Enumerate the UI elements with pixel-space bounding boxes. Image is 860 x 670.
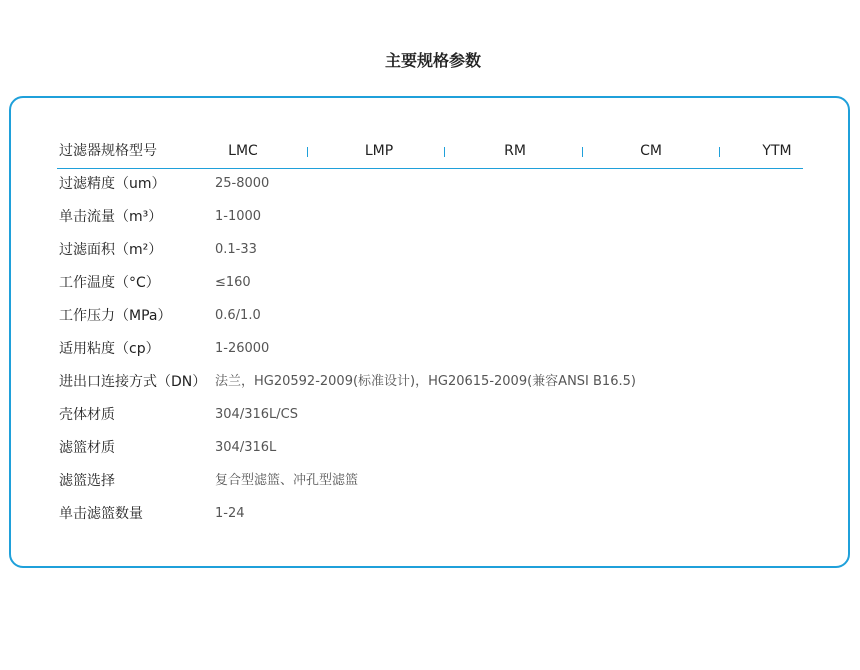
- page-title: 主要规格参数: [384, 51, 481, 70]
- spec-row-viscosity: [57, 338, 817, 360]
- spec-label: 滤篮材质: [59, 440, 115, 456]
- spec-value: 1-24: [215, 506, 245, 521]
- model-column-ytm: YTM: [762, 143, 792, 159]
- spec-row-basket-material: [57, 437, 817, 459]
- spec-value: 0.6/1.0: [215, 308, 261, 323]
- spec-label: 单击流量（m³）: [59, 209, 163, 225]
- spec-value: 0.1-33: [215, 242, 257, 257]
- spec-value: 304/316L/CS: [215, 407, 298, 422]
- spec-row-shell-material: [57, 404, 817, 426]
- spec-label: 壳体材质: [59, 407, 115, 423]
- spec-row-filter-precision: [57, 173, 817, 195]
- spec-value: 法兰，HG20592-2009(标准设计)，HG20615-2009(兼容ANSI B16.5): [215, 374, 636, 389]
- spec-label: 过滤精度（um）: [59, 176, 166, 192]
- spec-row-filter-area: [57, 239, 817, 261]
- spec-row-connection: [57, 371, 817, 393]
- model-column-rm: RM: [504, 143, 526, 159]
- spec-value: 304/316L: [215, 440, 277, 455]
- spec-value: 复合型滤篮、冲孔型滤篮: [215, 473, 359, 488]
- spec-label: 工作温度（°C）: [59, 275, 160, 291]
- spec-table-card: [9, 96, 850, 568]
- spec-label: 工作压力（MPa）: [59, 308, 172, 324]
- spec-row-pressure: [57, 305, 817, 327]
- spec-value: 25-8000: [215, 176, 270, 191]
- column-separator: [444, 147, 445, 157]
- spec-label: 过滤面积（m²）: [59, 242, 163, 258]
- spec-row-temperature: [57, 272, 817, 294]
- model-column-cm: CM: [640, 143, 662, 159]
- spec-value: ≤160: [215, 275, 251, 290]
- model-column-lmc: LMC: [228, 143, 258, 159]
- spec-row-flow-rate: [57, 206, 817, 228]
- column-separator: [307, 147, 308, 157]
- spec-label: 适用粘度（cp）: [59, 341, 160, 357]
- spec-row-basket-count: [57, 503, 817, 525]
- spec-value: 1-26000: [215, 341, 270, 356]
- spec-table-header: [57, 139, 803, 169]
- column-separator: [582, 147, 583, 157]
- spec-label: 进出口连接方式（DN）: [59, 374, 207, 390]
- model-column-lmp: LMP: [364, 143, 394, 159]
- spec-label: 滤篮选择: [59, 473, 115, 489]
- spec-value: 1-1000: [215, 209, 262, 224]
- spec-row-basket-type: [57, 470, 817, 492]
- header-label: 过滤器规格型号: [59, 143, 157, 159]
- spec-label: 单击滤篮数量: [59, 506, 143, 522]
